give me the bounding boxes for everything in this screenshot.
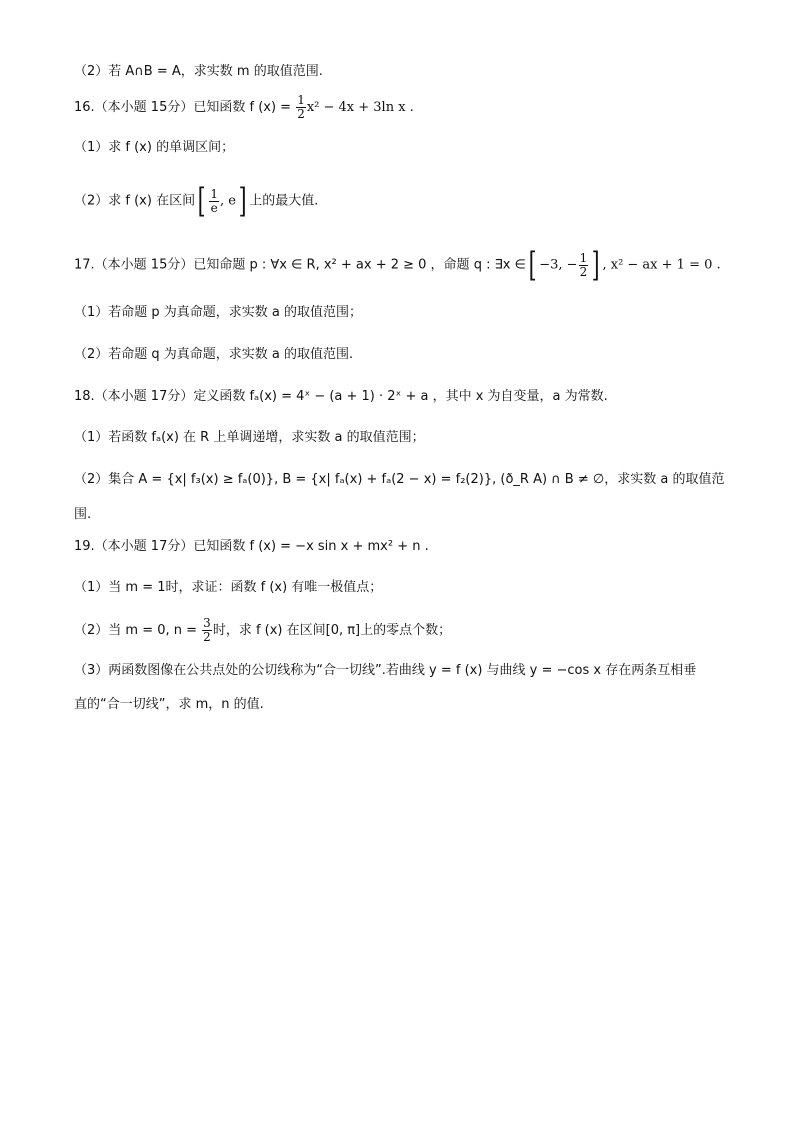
question-17-part-1: （1）若命题 p 为真命题，求实数 a 的取值范围； (74, 305, 363, 320)
question-18-part-2: （2）集合 A = {x| f₃(x) ≥ fₐ(0)}, B = {x| fₐ(x) + fₐ(2 − x) = f₂(2)}, (ð_R A) ∩ B ≠ ∅，求实数 a 的取值范 (74, 472, 725, 487)
fraction-three-halves: $\frac{3}{2}$ (203, 616, 211, 644)
question-16-part-1: （1）求 f (x) 的单调区间； (74, 140, 235, 155)
question-19-part-3-cont: 直的“合一切线”，求 m，n 的值. (74, 697, 264, 712)
question-18-part-1: （1）若函数 fₐ(x) 在 R 上单调递增，求实数 a 的取值范围； (74, 430, 425, 445)
question-16-part-2: （2）求 f (x) 在区间[ $\frac{1}{e}$ , e] 上的最大值. (74, 181, 319, 221)
question-18-part-2-cont: 围. (74, 507, 92, 522)
question-19-part-3: （3）两函数图像在公共点处的公切线称为“合一切线”.若曲线 y = f (x) 与曲线 y = −cos x 存在两条互相垂 (74, 663, 697, 678)
question-15-part-2: （2）若 A∩B = A，求实数 m 的取值范围. (74, 64, 323, 79)
fraction-one-half-17: $\frac{1}{2}$ (579, 250, 588, 279)
question-17-stem: 17.（本小题 15分）已知命题 p : ∀x ∈ R, x² + ax + 2 ≥ 0 ，命题 q : ∃x ∈[ −3, − $\frac{1}{2}$ ] , x² − ax + 1 = 0 . (74, 245, 721, 285)
question-17-part-2: （2）若命题 q 为真命题，求实数 a 的取值范围. (74, 347, 354, 362)
question-19-stem: 19.（本小题 17分）已知函数 f (x) = −x sin x + mx² + n . (74, 539, 429, 554)
question-16-stem: 16.（本小题 15分）已知函数 f (x) = $\frac{1}{2}$ x² − 4x + 3ln x . (74, 93, 414, 121)
question-19-part-2: （2）当 m = 0, n = $\frac{3}{2}$ 时，求 f (x) 在区间[0, π]上的零点个数； (74, 616, 452, 644)
question-19-part-1: （1）当 m = 1时，求证：函数 f (x) 有唯一极值点； (74, 580, 383, 595)
fraction-one-half: $\frac{1}{2}$ (297, 93, 305, 121)
question-18-stem: 18.（本小题 17分）定义函数 fₐ(x) = 4ˣ − (a + 1) · 2ˣ + a ，其中 x 为自变量，a 为常数. (74, 389, 608, 404)
fraction-one-over-e: $\frac{1}{e}$ (210, 186, 218, 215)
